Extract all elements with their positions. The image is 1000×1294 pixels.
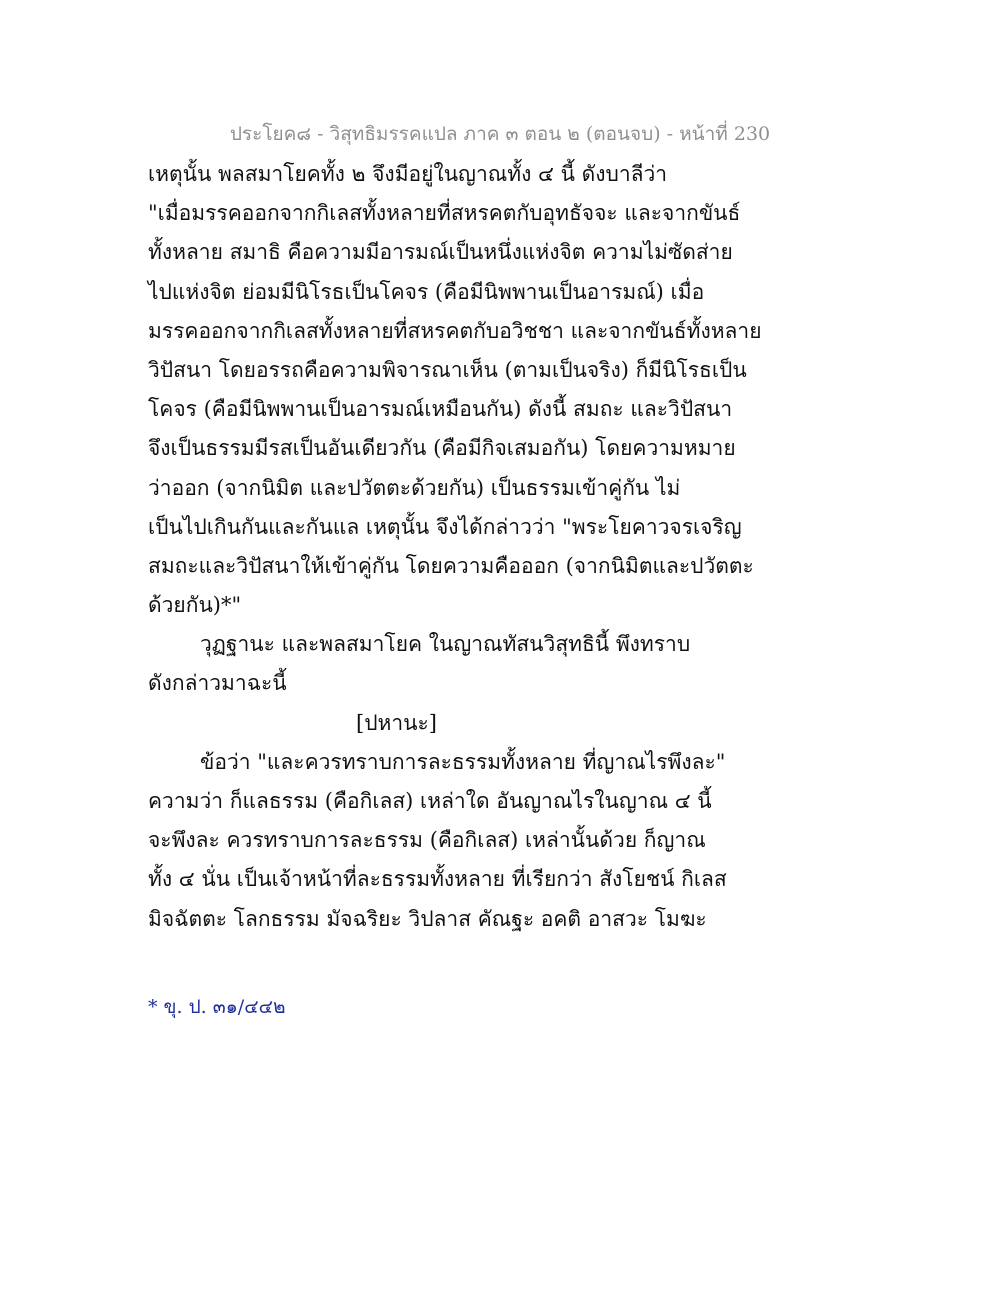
text-line: ทั้งหลาย สมาธิ คือความมีอารมณ์เป็นหนึ่งแห่งจิต ความไม่ซัดส่าย	[148, 240, 733, 265]
text-line: จะพึงละ ควรทราบการละธรรม (คือกิเลส) เหล่านั้นด้วย ก็ญาณ	[148, 828, 706, 853]
text-line: จึงเป็นธรรมมีรสเป็นอันเดียวกัน (คือมีกิจเสมอกัน) โดยความหมาย	[148, 436, 736, 461]
footnote: * ขุ. ป. ๓๑/๔๔๒	[148, 996, 286, 1018]
text-line: วิปัสนา โดยอรรถคือความพิจารณาเห็น (ตามเป็นจริง) ก็มีนิโรธเป็น	[148, 357, 747, 382]
running-header: ประโยค๘ - วิสุทธิมรรคแปล ภาค ๓ ตอน ๒ (ตอนจบ) - หน้าที่ 230	[229, 123, 771, 145]
text-line: "เมื่อมรรคออกจากกิเลสทั้งหลายที่สหรคตกับอุทธัจจะ และจากขันธ์	[148, 201, 741, 226]
text-line: ความว่า ก็แลธรรม (คือกิเลส) เหล่าใด อันญาณไรในญาณ ๔ นี้	[148, 789, 712, 813]
text-line: วุฏฐานะ และพลสมาโยค ในญาณทัสนวิสุทธินี้ พึงทราบ	[200, 632, 691, 657]
text-line: ดังกล่าวมาฉะนี้	[148, 671, 287, 696]
text-line: ข้อว่า "และควรทราบการละธรรมทั้งหลาย ที่ญาณไรพึงละ"	[200, 749, 726, 774]
text-line: เหตุนั้น พลสมาโยคทั้ง ๒ จึงมีอยู่ในญาณทั้ง ๔ นี้ ดังบาลีว่า	[148, 162, 668, 186]
text-line: ไปแห่งจิต ย่อมมีนิโรธเป็นโคจร (คือมีนิพพานเป็นอารมณ์) เมื่อ	[148, 279, 705, 304]
text-line: ด้วยกัน)*"	[148, 593, 242, 618]
text-line: มรรคออกจากกิเลสทั้งหลายที่สหรคตกับอวิชชา และจากขันธ์ทั้งหลาย	[148, 318, 762, 343]
text-line: สมถะและวิปัสนาให้เข้าคู่กัน โดยความคือออก (จากนิมิตและปวัตตะ	[148, 553, 754, 578]
text-line: โคจร (คือมีนิพพานเป็นอารมณ์เหมือนกัน) ดังนี้ สมถะ และวิปัสนา	[148, 397, 733, 422]
section-heading: [ปหานะ]	[356, 710, 437, 735]
body-text	[148, 155, 868, 939]
text-line: ทั้ง ๔ นั่น เป็นเจ้าหน้าที่ละธรรมทั้งหลาย ที่เรียกว่า สังโยชน์ กิเลส	[148, 867, 727, 892]
text-line: เป็นไปเกินกันและกันแล เหตุนั้น จึงได้กล่าวว่า "พระโยคาวจรเจริญ	[148, 514, 742, 539]
text-line: มิจฉัตตะ โลกธรรม มัจฉริยะ วิปลาส คัณฐะ อคติ อาสวะ โมฆะ	[148, 906, 707, 931]
text-line: ว่าออก (จากนิมิต และปวัตตะด้วยกัน) เป็นธรรมเข้าคู่กัน ไม่	[148, 475, 681, 500]
